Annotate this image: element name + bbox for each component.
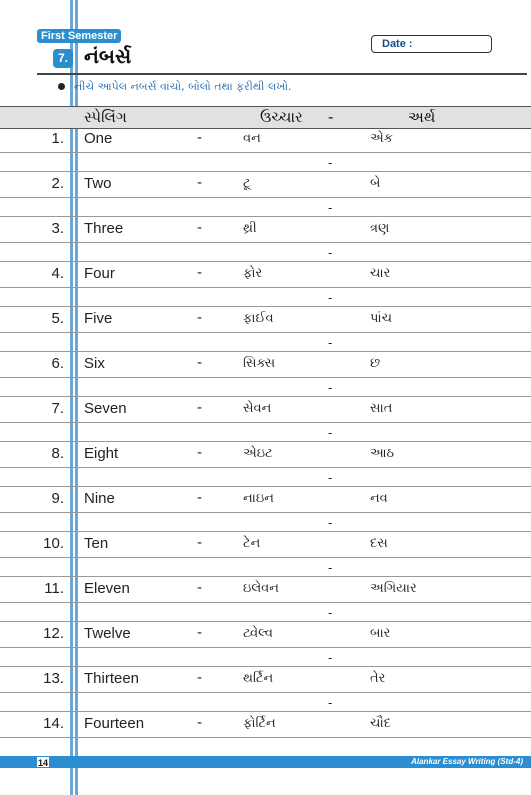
- table-row: [0, 172, 531, 217]
- row-meaning: ત્રણ: [370, 221, 390, 236]
- row-meaning: આઠ: [370, 446, 395, 461]
- row-number: 10.: [43, 535, 64, 552]
- bullet-icon: [58, 83, 65, 90]
- row-meaning: નવ: [370, 491, 388, 506]
- row-dash: -: [197, 220, 203, 236]
- row-dash: -: [197, 670, 203, 686]
- row-spelling: Three: [84, 220, 124, 237]
- table-header: [0, 106, 531, 129]
- row-pronunciation: ટેન: [243, 536, 261, 551]
- writing-line: [0, 602, 531, 603]
- row-spelling: Eight: [84, 445, 119, 462]
- row-pronunciation: ફોર: [243, 266, 263, 281]
- row-dash: -: [197, 310, 203, 326]
- row-meaning: પાંચ: [370, 311, 393, 326]
- row-spelling: One: [84, 130, 113, 147]
- writing-line: [0, 557, 531, 558]
- writing-line: [0, 467, 531, 468]
- row-number: 1.: [51, 130, 64, 147]
- writing-line: [0, 737, 531, 738]
- row-dash-lower: -: [328, 606, 333, 620]
- row-number: 14.: [43, 715, 64, 732]
- column-header-pronunciation: ઉચ્ચાર: [260, 108, 303, 126]
- table-row: [0, 532, 531, 577]
- row-dash: -: [197, 265, 203, 281]
- row-dash: -: [197, 535, 203, 551]
- row-dash-lower: -: [328, 651, 333, 665]
- chapter-title: નંબર્સ: [84, 44, 132, 68]
- row-meaning: ચાર: [370, 266, 391, 281]
- row-dash: -: [197, 130, 203, 146]
- table-row: [0, 307, 531, 352]
- row-pronunciation: નાઇન: [243, 491, 274, 506]
- row-number: 4.: [51, 265, 64, 282]
- row-meaning: બે: [370, 176, 381, 191]
- row-dash: -: [197, 625, 203, 641]
- title-rule: [37, 73, 527, 75]
- table-row: [0, 217, 531, 262]
- row-dash-lower: -: [328, 291, 333, 305]
- table-row: [0, 487, 531, 532]
- row-number: 5.: [51, 310, 64, 327]
- table-row: [0, 577, 531, 622]
- row-dash-lower: -: [328, 426, 333, 440]
- row-dash-lower: -: [328, 471, 333, 485]
- row-dash-lower: -: [328, 696, 333, 710]
- table-row: [0, 352, 531, 397]
- row-pronunciation: સિક્સ: [243, 356, 276, 371]
- row-dash: -: [197, 175, 203, 191]
- row-pronunciation: ફાઈવ: [243, 311, 274, 326]
- row-pronunciation: થ્રી: [243, 221, 257, 236]
- row-meaning: તેર: [370, 671, 386, 686]
- row-dash-lower: -: [328, 336, 333, 350]
- row-dash: -: [197, 715, 203, 731]
- row-spelling: Two: [84, 175, 112, 192]
- table-row: [0, 397, 531, 442]
- row-meaning: બાર: [370, 626, 391, 641]
- row-number: 2.: [51, 175, 64, 192]
- writing-line: [0, 242, 531, 243]
- row-dash-lower: -: [328, 516, 333, 530]
- row-pronunciation: ટૂ: [243, 176, 251, 191]
- row-spelling: Thirteen: [84, 670, 140, 687]
- row-spelling: Fourteen: [84, 715, 145, 732]
- row-number: 11.: [44, 580, 64, 597]
- row-spelling: Nine: [84, 490, 115, 507]
- row-dash: -: [197, 400, 203, 416]
- row-dash: -: [197, 355, 203, 371]
- writing-line: [0, 512, 531, 513]
- row-meaning: છ: [370, 356, 381, 371]
- row-meaning: ચૌદ: [370, 716, 392, 731]
- row-number: 13.: [43, 670, 64, 687]
- page-number: 14: [37, 758, 48, 768]
- date-field[interactable]: [371, 35, 492, 53]
- row-spelling: Five: [84, 310, 113, 327]
- writing-line: [0, 197, 531, 198]
- table-row: [0, 262, 531, 307]
- writing-line: [0, 422, 531, 423]
- table-row: [0, 442, 531, 487]
- writing-line: [0, 377, 531, 378]
- writing-line: [0, 152, 531, 153]
- row-meaning: અગિયાર: [370, 581, 417, 596]
- row-pronunciation: ટ્વેલ્વ: [243, 626, 274, 641]
- row-number: 12.: [43, 625, 64, 642]
- row-dash: -: [197, 490, 203, 506]
- row-pronunciation: થર્ટિન: [243, 671, 274, 686]
- writing-line: [0, 692, 531, 693]
- writing-line: [0, 287, 531, 288]
- table-row: [0, 127, 531, 172]
- row-spelling: Twelve: [84, 625, 131, 642]
- table-row: [0, 667, 531, 712]
- row-pronunciation: વન: [243, 131, 261, 146]
- instruction-text: નીચે આપેલ નંબર્સ વાંચો, બોલો તથા ફરીથી લખો.: [74, 80, 292, 93]
- chapter-number-badge: 7.: [53, 49, 73, 68]
- row-number: 6.: [51, 355, 64, 372]
- row-dash-lower: -: [328, 381, 333, 395]
- row-spelling: Eleven: [84, 580, 130, 597]
- row-pronunciation: એઇટ: [243, 446, 273, 461]
- row-dash: -: [197, 580, 203, 596]
- row-pronunciation: ફોર્ટિન: [243, 716, 276, 731]
- book-title: Alankar Essay Writing (Std-4): [411, 757, 523, 766]
- row-dash: -: [197, 445, 203, 461]
- row-dash-lower: -: [328, 201, 333, 215]
- row-meaning: એક: [370, 131, 393, 146]
- column-header-spelling: સ્પેલિંગ: [84, 108, 127, 126]
- row-meaning: દસ: [370, 536, 388, 551]
- row-dash-lower: -: [328, 561, 333, 575]
- table-row: [0, 712, 531, 757]
- row-spelling: Ten: [84, 535, 109, 552]
- row-number: 3.: [51, 220, 64, 237]
- row-dash-lower: -: [328, 156, 333, 170]
- semester-badge: First Semester: [37, 29, 121, 43]
- writing-line: [0, 332, 531, 333]
- row-spelling: Four: [84, 265, 115, 282]
- row-dash-lower: -: [328, 246, 333, 260]
- row-pronunciation: સેવન: [243, 401, 272, 416]
- row-number: 8.: [51, 445, 64, 462]
- column-header-dash: -: [328, 108, 334, 126]
- row-number: 9.: [51, 490, 64, 507]
- row-meaning: સાત: [370, 401, 393, 416]
- writing-line: [0, 647, 531, 648]
- column-header-meaning: અર્થ: [408, 108, 436, 126]
- row-spelling: Seven: [84, 400, 127, 417]
- row-pronunciation: ઇલેવન: [243, 581, 279, 596]
- table-row: [0, 622, 531, 667]
- row-number: 7.: [51, 400, 64, 417]
- date-label: Date :: [382, 38, 413, 50]
- row-spelling: Six: [84, 355, 105, 372]
